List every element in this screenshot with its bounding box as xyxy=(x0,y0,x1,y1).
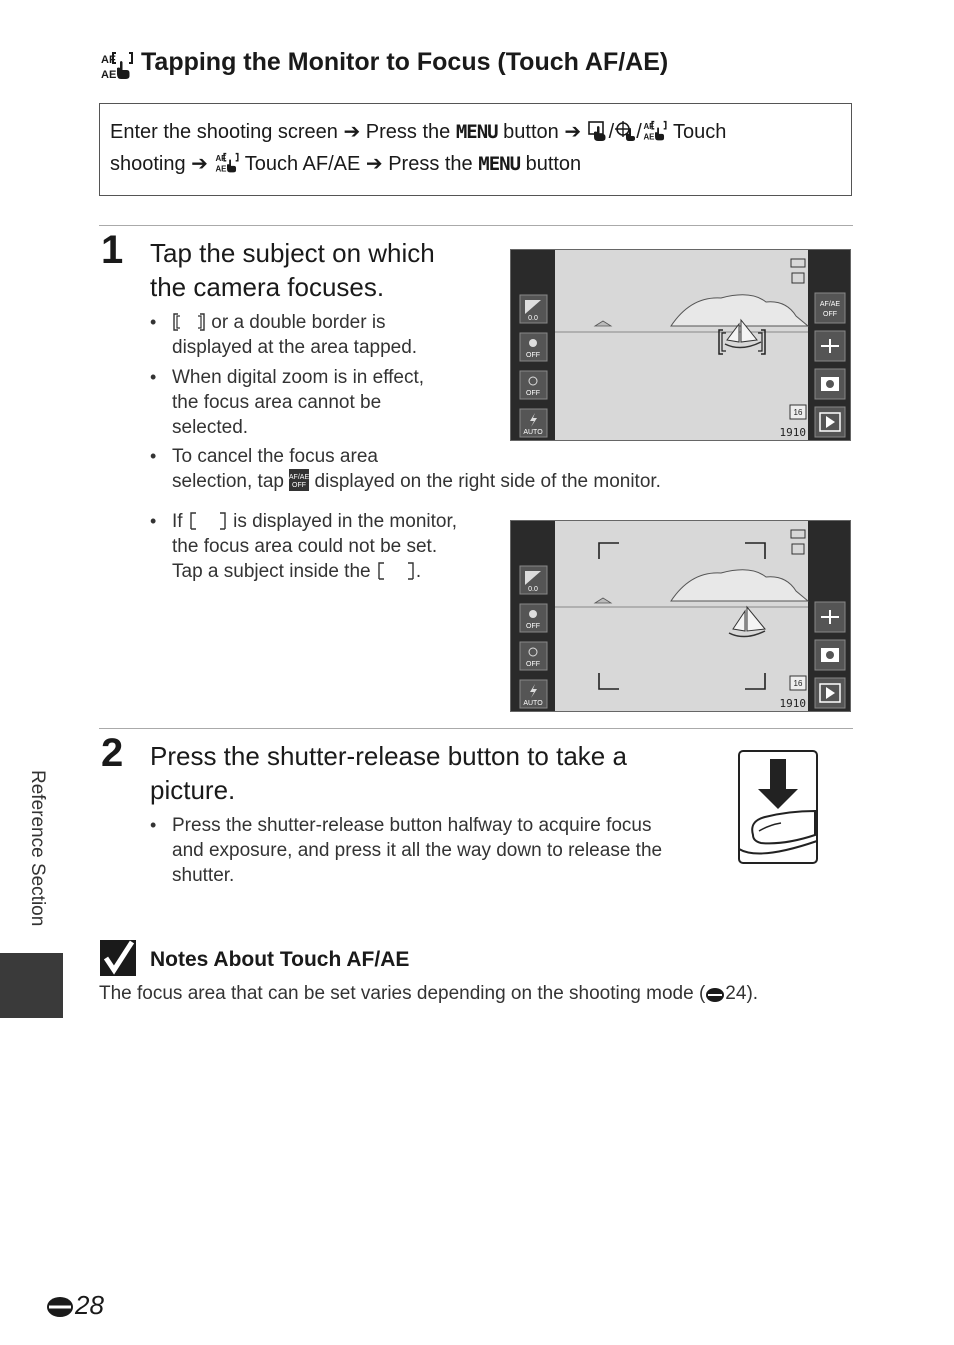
exposures-remaining: 1910 xyxy=(779,697,806,710)
exposures-remaining: 1910 xyxy=(779,426,806,439)
playback-icon xyxy=(815,678,845,708)
arrow-icon: ➔ xyxy=(191,153,208,175)
step-heading: Press the shutter-release button to take a picture. xyxy=(150,741,627,805)
reference-section-icon xyxy=(705,987,725,1003)
shutter-press-icon xyxy=(737,749,819,865)
bullet-item: • When digital zoom is in effect, the focus area cannot be selected. xyxy=(150,367,425,438)
playback-icon xyxy=(815,407,845,437)
svg-text:AF/AE: AF/AE xyxy=(819,301,841,308)
step-number: 2 xyxy=(101,731,124,775)
bullet-dot: • xyxy=(150,367,157,387)
svg-text:AF/AE: AF/AE xyxy=(289,474,310,481)
section-tab xyxy=(0,953,63,1018)
svg-text:OFF: OFF xyxy=(526,623,540,630)
svg-text:AUTO: AUTO xyxy=(523,700,543,707)
svg-text:OFF: OFF xyxy=(526,390,540,397)
svg-text:AF: AF xyxy=(214,153,226,163)
svg-text:AE: AE xyxy=(214,164,226,174)
af-ae-off-icon xyxy=(289,469,309,491)
macro-mode-icon xyxy=(520,604,547,632)
camera-icon xyxy=(815,640,845,670)
bullet-dot: • xyxy=(150,511,157,531)
svg-text:0.0: 0.0 xyxy=(528,586,538,593)
arrow-icon: ➔ xyxy=(365,153,383,175)
svg-text:AE: AE xyxy=(101,69,117,81)
bullet-item: • or a double border is displayed at the area tapped. xyxy=(150,312,418,358)
flash-mode-icon xyxy=(520,409,547,437)
arrow-icon: ➔ xyxy=(343,121,361,143)
page-number: 28 xyxy=(45,1290,104,1321)
divider xyxy=(99,728,853,729)
svg-text:16: 16 xyxy=(793,679,803,688)
step-number: 1 xyxy=(101,228,124,272)
menu-path-box xyxy=(99,103,852,196)
divider xyxy=(99,225,853,226)
camera-monitor-illustration xyxy=(510,520,851,712)
touch-shutter-icon xyxy=(587,120,609,142)
svg-text:OFF: OFF xyxy=(292,482,307,489)
exposure-compensation-icon xyxy=(520,566,547,594)
menu-path-line-1: Enter the shooting screen ➔ Press the MENU button ➔ / / AF AE Touch xyxy=(110,121,727,143)
svg-text:AF: AF xyxy=(101,54,116,66)
macro-mode-icon xyxy=(520,333,547,361)
menu-button-glyph: MENU xyxy=(455,121,498,143)
slider-control-icon xyxy=(815,331,845,361)
camera-icon xyxy=(815,369,845,399)
reference-section-icon xyxy=(45,1296,75,1318)
monitor-scene xyxy=(511,521,851,712)
monitor-scene xyxy=(511,250,851,441)
bullet-dot: • xyxy=(150,815,157,835)
self-timer-icon xyxy=(520,642,547,670)
bullet-item: • If is displayed in the monitor, the focus area could not be set. Tap a subject inside the . xyxy=(150,511,458,582)
bullet-item: • Press the shutter-release button halfway to acquire focus and exposure, and press it all the way down to release the shutter. xyxy=(150,815,663,886)
arrow-icon: ➔ xyxy=(564,121,582,143)
flash-mode-icon xyxy=(520,680,547,708)
self-timer-icon xyxy=(520,371,547,399)
page-title: Tapping the Monitor to Focus (Touch AF/AE) xyxy=(141,48,669,76)
section-label: Reference Section xyxy=(27,770,48,927)
svg-text:OFF: OFF xyxy=(823,311,837,318)
notes-text: The focus area that can be set varies depending on the shooting mode ( 24). xyxy=(99,983,759,1004)
svg-text:16: 16 xyxy=(793,408,803,417)
svg-text:AUTO: AUTO xyxy=(523,429,543,436)
touch-af-ae-icon xyxy=(99,51,135,81)
svg-text:OFF: OFF xyxy=(526,661,540,668)
touch-af-ae-icon xyxy=(214,152,240,174)
af-ae-off-icon xyxy=(815,293,845,323)
subject-tracking-icon xyxy=(614,120,636,142)
svg-text:OFF: OFF xyxy=(526,352,540,359)
camera-monitor-illustration xyxy=(510,249,851,441)
slider-control-icon xyxy=(815,602,845,632)
bullet-dot: • xyxy=(150,312,157,332)
touch-af-ae-icon xyxy=(642,120,668,142)
focus-brackets-icon xyxy=(376,561,416,581)
svg-text:AF: AF xyxy=(643,121,654,131)
double-border-icon xyxy=(172,312,206,332)
menu-button-glyph: MENU xyxy=(478,153,521,175)
svg-text:AE: AE xyxy=(643,132,655,142)
caution-check-icon xyxy=(100,940,136,976)
exposure-compensation-icon xyxy=(520,295,547,323)
focus-brackets-icon xyxy=(188,511,228,531)
bullet-item: • To cancel the focus area selection, tap AF/AE OFF displayed on the right side of the monitor. xyxy=(150,446,661,492)
step-heading: Tap the subject on which the camera focuses. xyxy=(150,238,435,302)
bullet-dot: • xyxy=(150,446,157,466)
notes-heading: Notes About Touch AF/AE xyxy=(150,948,410,971)
menu-path-line-2: shooting ➔ AF AE Touch AF/AE ➔ Press the MENU button xyxy=(110,153,582,175)
svg-text:0.0: 0.0 xyxy=(528,315,538,322)
